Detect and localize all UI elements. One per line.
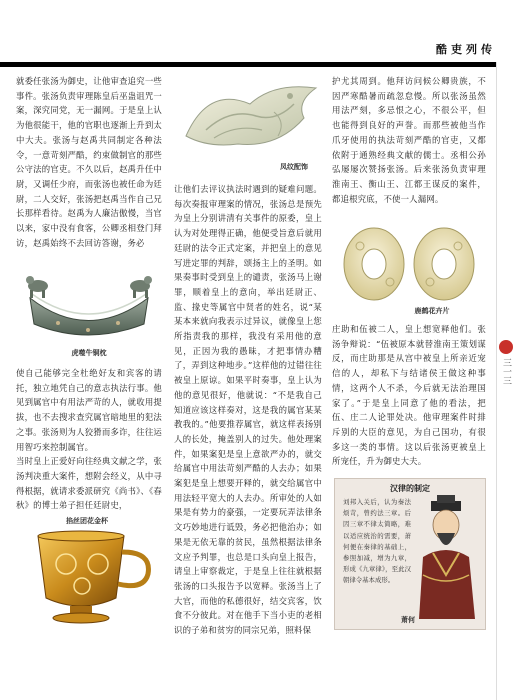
column-left-top: 就委任张汤为御史，让他审查追究一些事件。张汤负责审理陈皇后巫蛊诅咒一案，深究同党，无一漏网。于是皇上认为他很能干，他的官职也逐渐上升到太中大夫。张汤与赵禹共同制定各种法令，一意苛刻严酷，约束做制官的那些公守法的官吏。不久以后，赵禹升任中尉，又调任少府，而张汤也被任命为廷尉，二人交好，张汤把赵禹当作自己兄长那样看待。赵禹为人廉洁傲慢，当官以来，家中没有食客，公卿丞相登门拜访，赵禹始终不去回访答谢，务必 bbox=[16, 76, 162, 248]
column-right-mid: 庄助和伍被二人，皇上想宽释他们。张汤争辩说：“伍被原本就替淮南王策划谋反，而庄助那是从宫中被皇上所亲近宠信的人，却私下与结诸侯王做这种事情，这两个人不杀，今后就无法治理国家了。”于是皇上同意了他的看法，把伍、庄二人论罪处决。他审理案件时排斥别的大臣的意见，为自己国功，有很多这一类的事情。这以后张汤更被皇上所宠任，升为御史大夫。 bbox=[332, 324, 486, 467]
xiao-he-portrait-image bbox=[413, 495, 481, 619]
ox-vessel-caption: 虎噬牛铜枕 bbox=[71, 349, 107, 357]
jade-rings-caption: 鹿鹤花卉片 bbox=[414, 307, 450, 315]
page-number: 三一三 bbox=[501, 358, 511, 385]
sidebar-box-text: 刘邦入关后，认为秦法烦苛，曾约法三章。后因三章不律太简略，难以适应统治的需要，萧何便在秦律的基础上，参照加减，增为九章，形成《九章律》，至此汉朝律令基本成形。 bbox=[343, 498, 411, 585]
portrait-caption: 萧何 bbox=[401, 615, 415, 624]
column-mid: 让他们去评议执法时遇到的疑难问题。每次奏报审理案的情况，张汤总是预先为皇上分别讲清有关事件的原委，皇上认为对处理得正确，他便受旨意后就用廷尉的法令正式定案，并把皇上的意见写进定罪的判辞，颂扬主上的圣明。如果奏事时受到皇上的谴责，张汤马上谢罪，顺着皇上的意向，举出廷尉正、监、掾史等属官中贤者的姓名，说“某某本来就向我表示过异议，就像皇上您所指责我的那样，我没有采用他的意见，正因为我的愚昧，才把事情办糟了，弄到这种地步。”这样他的过错往往被皇上原谅。如果平时奏事，皇上认为他的意见很好，他就说：“不是我自己知道应该这样奏对，这是我的属官某某教我的。”他要推荐属官，就这样表扬别人的长处，掩盖别人的过失。他处理案件，如果案犯是皇上意欲严办的，就交给属官中用法苛刻严酷的人去办；如果案犯是皇上想要开释的，就交给属官中用法轻平宽大的人去办。所审处的人如果是有势力的豪强，一定要玩弄法律条文巧妙地进行诋毁，务必把他治办；如果是无依无靠的贫民，虽然根据法律条文应予判罪，也总是口头向皇上报告，请皇上审察裁定，于是皇上往往就根据张汤的口头报告予以宽释。张汤当上了大官，而他的私德很好，结交宾客，饮食不分彼此。对在他手下当小吏的老相识的子弟和贫穷的同宗兄弟，照料保 bbox=[174, 184, 322, 636]
jade-phoenix-caption: 凤纹配饰 bbox=[280, 163, 308, 171]
gold-cup-caption: 掐丝团花金杯 bbox=[66, 517, 108, 525]
running-header: 酷吏列传 bbox=[436, 43, 496, 56]
top-margin bbox=[0, 0, 516, 40]
column-right-top: 护尤其周到。他拜访问候公卿贵族，不因严寒酷暑而疏忽怠慢。所以张汤虽然用法严刻，多忌恨之心，不很公平，但也能得到良好的声誉。而那些被他当作爪牙使用的执法苛刻严酷的官吏，又都依附于通熟经典文献的儒士。丞相公孙弘屡屡次赞扬张汤。后来张汤负责审理淮南王、衡山王、江都王谋反的案件，都追根究底，不使一人漏网。 bbox=[332, 76, 486, 204]
gold-cup-image bbox=[20, 528, 162, 628]
column-left-bottom: 使自己能够完全杜绝好友和宾客的请托，独立地凭自己的意志执法行事。他见到属官中有用法严苛的人，就收用提拔，也不去搜求查究属官暗地里的犯法之事。张汤则为人狡猾而多诈，往往运用智巧来控制属官。 当时皇上正爱好向往经典文献之学，张汤判决重大案件，想附会经义，从中寻得根据，就请求委派研究《尚书》、《春秋》的博士弟子担任廷尉史， bbox=[16, 368, 162, 511]
jade-rings-image bbox=[334, 222, 484, 304]
header-rule bbox=[0, 62, 496, 67]
sidebar-box bbox=[334, 478, 486, 630]
sidebar-box-title: 汉律的制定 bbox=[390, 484, 430, 493]
chapter-marker-icon bbox=[499, 340, 513, 354]
bronze-ox-vessel-image bbox=[18, 268, 160, 346]
jade-phoenix-image bbox=[178, 78, 328, 156]
